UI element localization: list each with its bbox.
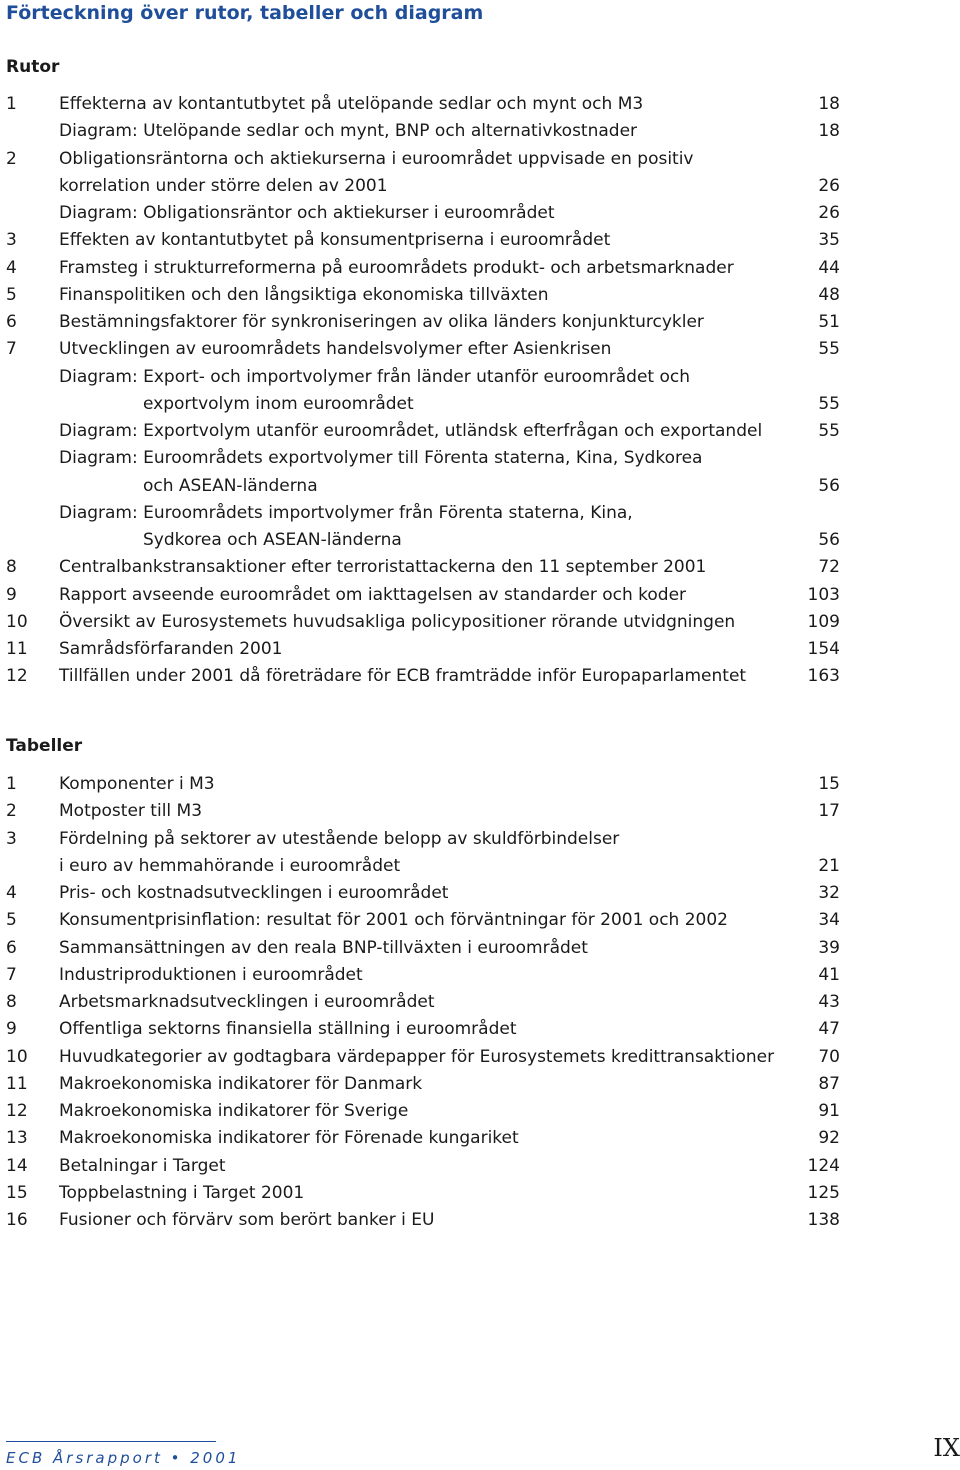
tabeller-entry (0, 1044, 960, 1071)
entry-page-number: 87 (818, 1073, 840, 1094)
entry-number: 6 (6, 312, 17, 332)
rutor-entry (0, 636, 960, 663)
entry-page-number: 51 (818, 312, 840, 332)
entry-title: exportvolym inom euroområdet (143, 393, 414, 414)
entry-page-number: 55 (818, 421, 840, 441)
entry-title: Framsteg i strukturreformerna på euroområdets produkt- och arbetsmarknader (59, 257, 734, 278)
entry-page-number: 109 (807, 611, 840, 632)
entry-title: Fusioner och förvärv som berört banker i EU (59, 1210, 435, 1230)
entry-title: Fördelning på sektorer av utestående belopp av skuldförbindelser (59, 828, 620, 849)
entry-title: Samrådsförfaranden 2001 (59, 639, 283, 659)
entry-title: Offentliga sektorns finansiella ställning i euroområdet (59, 1019, 517, 1040)
rutor-entry (0, 200, 960, 227)
footer-rule (6, 1441, 216, 1442)
entry-page-number: 91 (818, 1101, 840, 1121)
tabeller-entry (0, 962, 960, 989)
entry-number: 10 (6, 611, 28, 632)
entry-title: Huvudkategorier av godtagbara värdepapper för Eurosystemets kredittransaktioner (59, 1046, 775, 1067)
entry-title: Rapport avseende euroområdet om iakttagelsen av standarder och koder (59, 584, 687, 605)
entry-page-number: 47 (818, 1019, 840, 1040)
entry-title: Konsumentprisinflation: resultat för 2001 och förväntningar för 2001 och 2002 (59, 910, 729, 931)
rutor-entry (0, 554, 960, 581)
rutor-entry (0, 663, 960, 690)
entry-page-number: 18 (818, 94, 840, 114)
tabeller-entry (0, 1125, 960, 1152)
rutor-entry (0, 118, 960, 145)
rutor-entry (0, 418, 960, 445)
entry-page-number: 70 (818, 1046, 840, 1067)
section-heading-rutor: Rutor (6, 57, 60, 77)
entry-page-number: 44 (818, 257, 840, 278)
entry-title: Makroekonomiska indikatorer för Sverige (59, 1101, 409, 1121)
entry-title: Pris- och kostnadsutvecklingen i euroområdet (59, 883, 449, 903)
tabeller-entry (0, 1153, 960, 1180)
entry-number: 5 (6, 284, 17, 305)
entry-page-number: 138 (807, 1210, 840, 1230)
entry-page-number: 124 (807, 1155, 840, 1176)
entry-title: i euro av hemmahörande i euroområdet (59, 855, 401, 876)
rutor-entry (0, 500, 960, 527)
tabeller-entry (0, 1207, 960, 1234)
rutor-entry (0, 146, 960, 173)
entry-page-number: 43 (818, 992, 840, 1012)
entry-page-number: 56 (818, 530, 840, 550)
entry-page-number: 34 (818, 910, 840, 931)
entry-page-number: 41 (818, 964, 840, 985)
entry-page-number: 15 (818, 774, 840, 794)
entry-page-number: 92 (818, 1128, 840, 1149)
entry-number: 1 (6, 774, 17, 794)
entry-title: Obligationsräntorna och aktiekurserna i euroområdet uppvisade en positiv (59, 148, 694, 169)
rutor-entry (0, 91, 960, 118)
tabeller-entry (0, 1016, 960, 1043)
rutor-entry (0, 609, 960, 636)
entry-page-number: 55 (818, 393, 840, 414)
rutor-entry (0, 473, 960, 500)
entry-number: 1 (6, 94, 17, 114)
entry-number: 7 (6, 964, 17, 985)
entry-number: 9 (6, 1019, 17, 1040)
entry-number: 8 (6, 992, 17, 1012)
footer-publication: ECB Årsrapport • 2001 (6, 1449, 241, 1467)
entry-number: 8 (6, 557, 17, 578)
entry-page-number: 17 (818, 801, 840, 822)
entry-title: Diagram: Euroområdets importvolymer från Förenta staterna, Kina, (59, 502, 633, 523)
entry-page-number: 32 (818, 883, 840, 903)
rutor-entry (0, 364, 960, 391)
entry-page-number: 125 (807, 1182, 840, 1203)
tabeller-entry (0, 907, 960, 934)
entry-title: Bestämningsfaktorer för synkroniseringen av olika länders konjunkturcykler (59, 312, 704, 332)
entry-title: Makroekonomiska indikatorer för Förenade kungariket (59, 1128, 519, 1149)
tabeller-entry (0, 935, 960, 962)
tabeller-entry (0, 989, 960, 1016)
entry-number: 11 (6, 1073, 28, 1094)
entry-title: Effekten av kontantutbytet på konsumentpriserna i euroområdet (59, 230, 611, 251)
entry-title: Sydkorea och ASEAN-länderna (143, 530, 402, 550)
entry-title: Toppbelastning i Target 2001 (59, 1182, 305, 1203)
entry-page-number: 21 (818, 855, 840, 876)
entry-number: 16 (6, 1210, 28, 1230)
section-heading-tabeller: Tabeller (6, 736, 83, 756)
entry-title: Diagram: Exportvolym utanför euroområdet, utländsk efterfrågan och exportandel (59, 421, 763, 441)
entry-number: 3 (6, 230, 17, 251)
entry-number: 2 (6, 801, 17, 822)
rutor-entry (0, 527, 960, 554)
entry-number: 6 (6, 937, 17, 958)
entry-page-number: 154 (807, 639, 840, 659)
rutor-entry (0, 582, 960, 609)
entry-page-number: 103 (807, 584, 840, 605)
entry-page-number: 35 (818, 230, 840, 251)
entry-title: Betalningar i Target (59, 1155, 226, 1176)
entry-title: Finanspolitiken och den långsiktiga ekonomiska tillväxten (59, 284, 549, 305)
entry-number: 7 (6, 339, 17, 360)
tabeller-entry (0, 1180, 960, 1207)
entry-title: Centralbankstransaktioner efter terroristattackerna den 11 september 2001 (59, 557, 707, 578)
tabeller-entry (0, 771, 960, 798)
entry-number: 4 (6, 257, 17, 278)
entry-page-number: 26 (818, 175, 840, 196)
rutor-entry (0, 173, 960, 200)
page-title: Förteckning över rutor, tabeller och diagram (6, 2, 484, 24)
entry-title: Industriproduktionen i euroområdet (59, 964, 363, 985)
tabeller-entry (0, 826, 960, 853)
tabeller-entry (0, 880, 960, 907)
entry-number: 2 (6, 148, 17, 169)
tabeller-entry (0, 853, 960, 880)
tabeller-entry (0, 1071, 960, 1098)
rutor-entry (0, 227, 960, 254)
rutor-entry (0, 336, 960, 363)
entry-number: 5 (6, 910, 17, 931)
entry-title: Diagram: Obligationsräntor och aktiekurser i euroområdet (59, 203, 555, 223)
entry-title: och ASEAN-länderna (143, 475, 318, 496)
entry-number: 9 (6, 584, 17, 605)
entry-number: 12 (6, 1101, 28, 1121)
entry-page-number: 39 (818, 937, 840, 958)
entry-title: Makroekonomiska indikatorer för Danmark (59, 1073, 423, 1094)
entry-page-number: 55 (818, 339, 840, 360)
entry-page-number: 26 (818, 203, 840, 223)
entry-title: Diagram: Export- och importvolymer från länder utanför euroområdet och (59, 366, 691, 387)
entry-title: Utvecklingen av euroområdets handelsvolymer efter Asienkrisen (59, 339, 612, 360)
entry-title: Diagram: Euroområdets exportvolymer till Förenta staterna, Kina, Sydkorea (59, 448, 703, 469)
entry-number: 12 (6, 666, 28, 687)
entry-page-number: 18 (818, 121, 840, 142)
page-number: IX (933, 1434, 960, 1462)
entry-page-number: 48 (818, 284, 840, 305)
rutor-entry (0, 282, 960, 309)
rutor-entry (0, 445, 960, 472)
entry-number: 4 (6, 883, 17, 903)
rutor-entry (0, 391, 960, 418)
entry-number: 11 (6, 639, 28, 659)
entry-title: Diagram: Utelöpande sedlar och mynt, BNP och alternativkostnader (59, 121, 638, 142)
entry-number: 15 (6, 1182, 28, 1203)
entry-title: Arbetsmarknadsutvecklingen i euroområdet (59, 992, 435, 1012)
entry-title: Effekterna av kontantutbytet på utelöpande sedlar och mynt och M3 (59, 94, 644, 114)
entry-title: korrelation under större delen av 2001 (59, 175, 388, 196)
tabeller-entry (0, 1098, 960, 1125)
entry-title: Komponenter i M3 (59, 774, 215, 794)
entry-number: 10 (6, 1046, 28, 1067)
entry-page-number: 56 (818, 475, 840, 496)
entry-page-number: 163 (807, 666, 840, 687)
rutor-entry (0, 255, 960, 282)
entry-number: 14 (6, 1155, 28, 1176)
entry-title: Motposter till M3 (59, 801, 203, 822)
entry-number: 3 (6, 828, 17, 849)
entry-number: 13 (6, 1128, 28, 1149)
rutor-entry (0, 309, 960, 336)
entry-title: Tillfällen under 2001 då företrädare för ECB framträdde inför Europaparlamentet (59, 666, 747, 687)
entry-title: Sammansättningen av den reala BNP-tillväxten i euroområdet (59, 937, 588, 958)
entry-title: Översikt av Eurosystemets huvudsakliga policypositioner rörande utvidgningen (59, 611, 736, 632)
tabeller-entry (0, 798, 960, 825)
entry-page-number: 72 (818, 557, 840, 578)
